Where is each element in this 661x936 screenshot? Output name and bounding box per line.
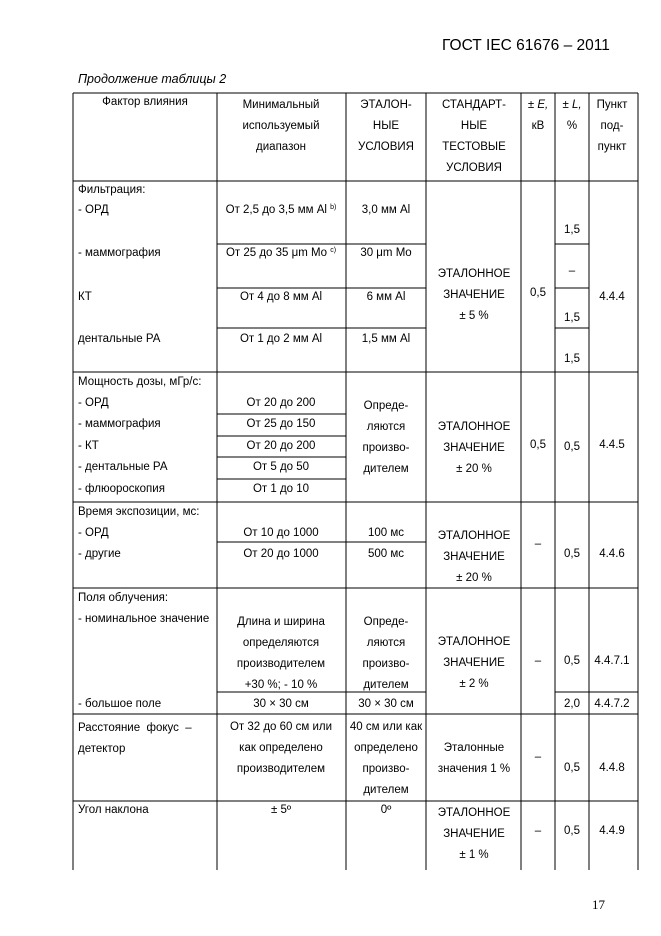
filtration-ord-label: - ОРД [78, 204, 109, 216]
dose-rate-range: От 20 до 200 [246, 397, 316, 409]
exposure-other-range: От 20 до 1000 [243, 548, 319, 560]
distance-ref: 40 см или как определено произво- дителем [349, 721, 423, 796]
distance-range: От 32 до 60 см или как определено производителем [229, 721, 333, 775]
field-large-clause: 4.4.7.2 [594, 698, 630, 710]
filtration-mammo-ref: 30 μm Mo [360, 247, 412, 259]
filtration-l-ord: 1,5 [564, 224, 580, 236]
filtration-e: 0,5 [530, 287, 546, 299]
field-nominal-ref: Опреде- ляются произво- дителем [362, 616, 410, 691]
distance-l: 0,5 [564, 762, 580, 774]
dose-rate-item: - дентальные РА [78, 461, 168, 473]
exposure-l: 0,5 [564, 548, 580, 560]
dose-rate-title: Мощность дозы, мГр/с: [78, 376, 202, 388]
exposure-other-ref: 500 мс [367, 548, 405, 560]
distance-std: Эталонные значения 1 % [437, 742, 511, 775]
exposure-ord-label: - ОРД [78, 527, 109, 539]
dose-rate-l: 0,5 [564, 441, 580, 453]
dose-rate-clause: 4.4.5 [599, 439, 625, 451]
filtration-ord-ref: 3,0 мм Al [361, 204, 411, 216]
col-header-factor: Фактор влияния [102, 96, 188, 108]
col-header-l: ± L, % [562, 99, 582, 132]
dose-rate-range: От 1 до 10 [252, 483, 310, 495]
field-e: – [534, 655, 542, 667]
angle-ref: 0º [380, 804, 392, 816]
document-header: ГОСТ IEC 61676 – 2011 [442, 37, 610, 54]
dose-rate-item: - маммография [78, 418, 161, 430]
col-header-range: Минимальный используемый диапазон [242, 99, 320, 153]
dose-rate-ref: Опреде- ляются произво- дителем [362, 400, 410, 475]
field-large-range: 30 × 30 см [253, 698, 309, 710]
field-large-label: - большое поле [78, 698, 162, 710]
filtration-l-mammo: – [568, 265, 576, 277]
exposure-ord-range: От 10 до 1000 [243, 527, 319, 539]
exposure-ord-ref: 100 мс [367, 527, 405, 539]
filtration-mammo-label: - маммография [78, 247, 161, 259]
angle-std: ЭТАЛОННОЕ ЗНАЧЕНИЕ ± 1 % [437, 807, 511, 861]
exposure-clause: 4.4.6 [599, 548, 625, 560]
filtration-l-ct: 1,5 [564, 312, 580, 324]
field-nominal-label-box [74, 612, 216, 626]
dose-rate-std: ЭТАЛОННОЕ ЗНАЧЕНИЕ ± 20 % [437, 421, 511, 475]
field-title: Поля облучения: [78, 592, 169, 604]
dose-rate-range: От 25 до 150 [246, 418, 316, 430]
filtration-l-dental: 1,5 [564, 353, 580, 365]
filtration-std: ЭТАЛОННОЕ ЗНАЧЕНИЕ ± 5 % [437, 268, 511, 322]
field-clause: 4.4.7.1 [594, 655, 630, 667]
angle-range: ± 5º [270, 804, 292, 816]
distance-e: – [534, 751, 542, 763]
exposure-title: Время экспозиции, мс: [78, 506, 200, 518]
field-large-ref: 30 × 30 см [358, 698, 414, 710]
angle-l: 0,5 [564, 825, 580, 837]
exposure-e: – [534, 538, 542, 550]
filtration-mammo-range: От 25 до 35 μm Mo $^{c)}$ [225, 247, 337, 259]
exposure-other-label: - другие [78, 548, 121, 560]
dose-rate-item: - КТ [78, 440, 99, 452]
page-number: 17 [592, 897, 605, 912]
col-header-reference: ЭТАЛОН- НЫЕ УСЛОВИЯ [358, 99, 414, 153]
dose-rate-range: От 5 до 50 [252, 461, 310, 473]
col-header-standard: СТАНДАРТ- НЫЕ ТЕСТОВЫЕ УСЛОВИЯ [441, 99, 507, 174]
col-header-clause: Пункт под- пункт [596, 99, 628, 153]
col-header-e: ± E, кВ [527, 99, 549, 132]
angle-e: – [534, 825, 542, 837]
field-std: ЭТАЛОННОЕ ЗНАЧЕНИЕ ± 2 % [437, 636, 511, 690]
continuation-label: Продолжение таблицы 2 [78, 72, 227, 86]
dose-rate-item: - флюороскопия [78, 483, 165, 495]
angle-title: Угол наклона [78, 804, 149, 816]
distance-clause: 4.4.8 [599, 762, 625, 774]
field-l: 0,5 [564, 655, 580, 667]
field-nominal-range: Длина и ширина определяются производителем +30 %; - 10 % [236, 616, 326, 691]
dose-rate-item: - ОРД [78, 397, 109, 409]
filtration-dental-range: От 1 до 2 мм Al [239, 333, 323, 345]
dose-rate-e: 0,5 [530, 439, 546, 451]
filtration-title: Фильтрация: [78, 184, 146, 196]
field-large-l: 2,0 [564, 698, 580, 710]
filtration-ct-ref: 6 мм Al [366, 291, 406, 303]
filtration-ord-range: От 2,5 до 3,5 мм Al $^{b)}$ [225, 204, 337, 216]
dose-rate-range: От 20 до 200 [246, 440, 316, 452]
filtration-dental-label: дентальные РА [78, 333, 161, 345]
field-nominal-label: - номинальное значение [78, 613, 210, 625]
filtration-ct-range: От 4 до 8 мм Al [239, 291, 323, 303]
filtration-clause: 4.4.4 [599, 291, 625, 303]
filtration-ct-label: КТ [78, 291, 92, 303]
angle-clause: 4.4.9 [599, 825, 625, 837]
exposure-std: ЭТАЛОННОЕ ЗНАЧЕНИЕ ± 20 % [437, 530, 511, 584]
distance-title: Расстояние фокус – детектор [78, 722, 192, 755]
filtration-dental-ref: 1,5 мм Al [361, 333, 411, 345]
